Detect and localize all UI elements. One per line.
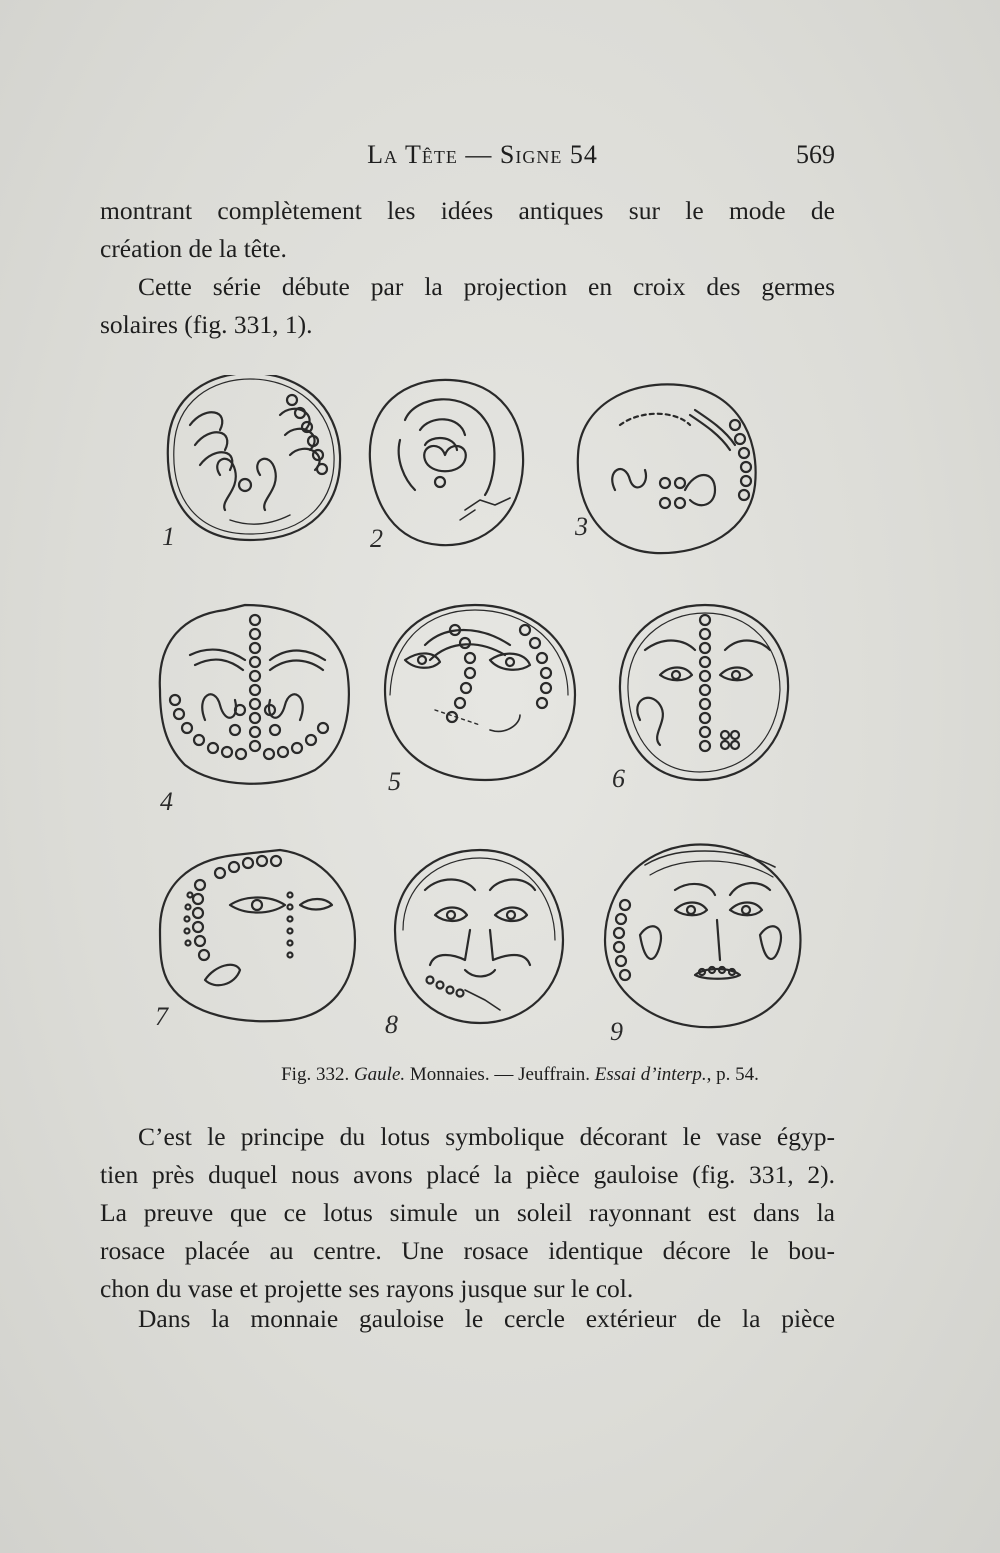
- text-line: rosace placée au centre. Une rosace identique décore le bou-: [100, 1236, 835, 1265]
- text-line: solaires (fig. 331, 1).: [100, 310, 313, 339]
- coin-6-drawing: [620, 605, 788, 780]
- coin-figure: [140, 375, 840, 1055]
- paragraph-4: [100, 1300, 835, 1338]
- running-head: [100, 140, 835, 180]
- text-line: création de la tête.: [100, 234, 287, 263]
- text-line: montrant complètement les idées antiques sur le mode de: [100, 196, 835, 225]
- text-line: C’est le principe du lotus symbolique décorant le vase égyp-: [138, 1122, 835, 1151]
- coin-label: 5: [388, 767, 401, 796]
- caption-place: Gaule.: [353, 1064, 406, 1085]
- coin-label: 6: [612, 764, 625, 793]
- running-title: La Tête — Signe 54: [367, 140, 598, 169]
- paragraph-2: [100, 268, 835, 344]
- coin-3-drawing: [578, 384, 756, 553]
- coin-label: 9: [610, 1017, 623, 1046]
- coin-7-drawing: [160, 850, 355, 1021]
- coin-4-drawing: [160, 605, 349, 784]
- coin-2-drawing: [370, 380, 523, 545]
- coin-label: 8: [385, 1010, 398, 1039]
- page-number: 569: [796, 140, 835, 169]
- coin-label: 4: [160, 787, 173, 816]
- coin-label: 1: [162, 522, 175, 551]
- coin-label: 3: [575, 512, 588, 541]
- text-line: Dans la monnaie gauloise le cercle extérieur de la pièce: [138, 1304, 835, 1333]
- text-line: tien près duquel nous avons placé la pièce gauloise (fig. 331, 2).: [100, 1160, 835, 1189]
- text-line: La preuve que ce lotus simule un soleil rayonnant est dans la: [100, 1198, 835, 1227]
- coin-8-drawing: [395, 850, 563, 1023]
- coin-9-drawing: [605, 845, 800, 1028]
- coin-5-drawing: [385, 605, 575, 780]
- caption-page: , p. 54.: [706, 1064, 759, 1085]
- text-line: chon du vase et projette ses rayons jusque sur le col.: [100, 1274, 634, 1303]
- paragraph-1: [100, 192, 835, 268]
- coin-label: 7: [155, 1002, 168, 1031]
- coin-1-drawing: [168, 375, 340, 540]
- caption-work: Essai d’interp.: [594, 1064, 707, 1085]
- text-line: Cette série débute par la projection en croix des germes: [138, 272, 835, 301]
- caption-subject: Monnaies. — Jeuffrain.: [409, 1064, 591, 1085]
- caption-fig-number: Fig. 332.: [281, 1064, 350, 1085]
- figure-caption: [0, 1064, 1000, 1086]
- coin-label: 2: [370, 524, 383, 553]
- paragraph-3: [100, 1118, 835, 1308]
